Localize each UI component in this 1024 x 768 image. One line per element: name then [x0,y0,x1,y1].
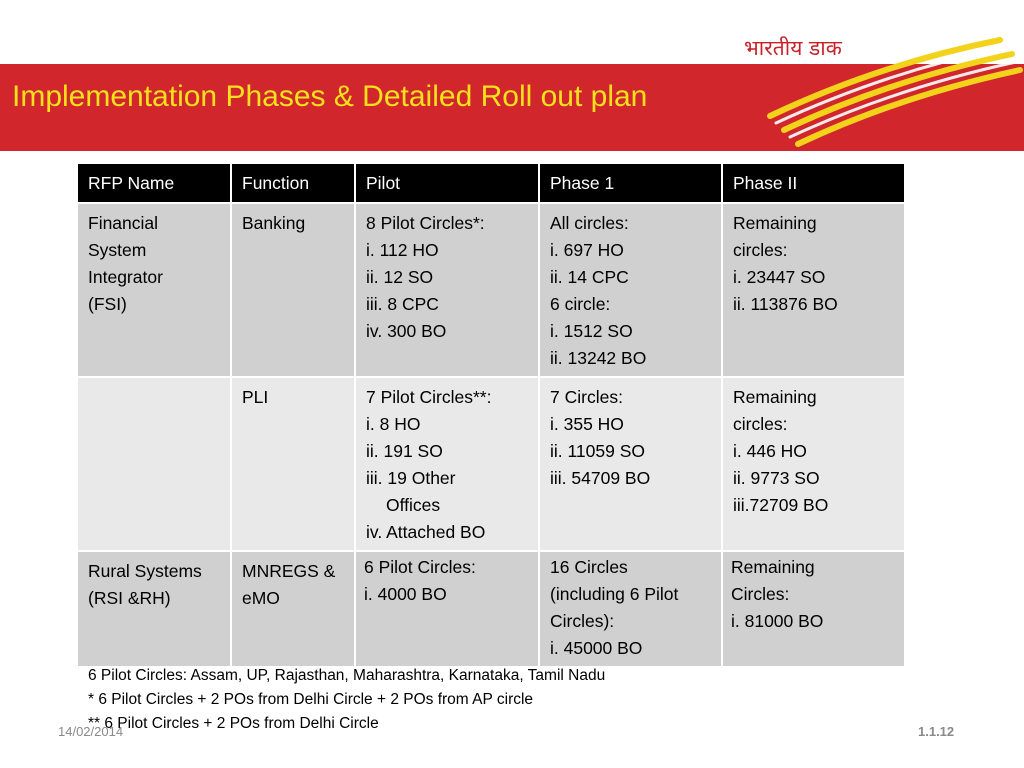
cell-line: iii. 54709 BO [550,468,651,488]
cell-line: Offices [386,495,441,515]
footer-date: 14/02/2014 [58,724,124,739]
slide-title: Implementation Phases & Detailed Roll out plan [12,80,648,113]
cell-line: ii. 11059 SO [550,441,646,461]
footnote-single-star: * 6 Pilot Circles + 2 POs from Delhi Circle + 2 POs from AP circle [88,691,534,708]
col-phase-2: Phase II [722,163,905,203]
cell-line: circles: [733,240,788,260]
cell-line: i. 355 HO [550,414,624,434]
cell-line: iv. Attached BO [366,522,486,542]
footnote-double-star: ** 6 Pilot Circles + 2 POs from Delhi Circle [88,715,379,732]
cell-line: Banking [242,213,306,233]
col-rfp-name: RFP Name [77,163,231,203]
cell-pilot [355,551,539,667]
cell-line: PLI [242,387,269,407]
cell-line: i. 81000 BO [731,611,824,631]
cell-line: eMO [242,588,280,608]
cell-line: Circles: [731,584,790,604]
cell-line: System [88,240,147,260]
cell-pilot [355,203,539,377]
cell-line: i. 8 HO [366,414,421,434]
cell-line: Financial [88,213,159,233]
cell-phase-1 [539,551,722,667]
cell-line: i. 1512 SO [550,321,633,341]
cell-line: 7 Circles: [550,387,623,407]
cell-line: i. 23447 SO [733,267,826,287]
cell-phase-2 [722,551,905,667]
cell-line: i. 446 HO [733,441,807,461]
cell-line: ii. 14 CPC [550,267,629,287]
cell-line: Remaining [731,557,815,577]
cell-line: iv. 300 BO [366,321,447,341]
cell-line: 7 Pilot Circles**: [366,387,492,407]
cell-line: 8 Pilot Circles*: [366,213,485,233]
cell-line: ii. 191 SO [366,441,443,461]
cell-line: Rural Systems [88,561,202,581]
cell-line: ii. 113876 BO [733,294,838,314]
cell-phase-1 [539,377,722,551]
cell-function [231,377,355,551]
cell-line: 16 Circles [550,557,628,577]
cell-line: i. 112 HO [366,240,439,260]
cell-phase-2 [722,203,905,377]
cell-line: Remaining [733,387,817,407]
cell-line: (including 6 Pilot [550,584,679,604]
col-pilot: Pilot [355,163,539,203]
cell-phase-2 [722,377,905,551]
cell-line: iii.72709 BO [733,495,829,515]
cell-phase-1 [539,203,722,377]
cell-line: MNREGS & [242,561,336,581]
footnote-pilot-circles: 6 Pilot Circles: Assam, UP, Rajasthan, Maharashtra, Karnataka, Tamil Nadu [88,667,606,684]
col-phase-1: Phase 1 [539,163,722,203]
cell-line: i. 4000 BO [364,584,447,604]
cell-line: (FSI) [88,294,127,314]
cell-function [231,203,355,377]
cell-line: circles: [733,414,788,434]
slide-number: 1.1.12 [918,724,955,739]
cell-rfp [77,551,231,667]
rollout-table [76,162,906,668]
table-header-row [77,163,905,203]
logo-text: भारतीय डाक [744,36,842,60]
table-row [77,377,905,551]
footnotes [88,664,605,736]
cell-line: Integrator [88,267,163,287]
cell-line: Circles): [550,611,615,631]
cell-line: All circles: [550,213,629,233]
col-function: Function [231,163,355,203]
cell-line: iii. 8 CPC [366,294,439,314]
cell-line: iii. 19 Other [366,468,456,488]
table-row [77,551,905,667]
cell-line: 6 circle: [550,294,611,314]
cell-line: (RSI &RH) [88,588,171,608]
cell-pilot [355,377,539,551]
cell-function [231,551,355,667]
cell-line: ii. 12 SO [366,267,434,287]
table-row [77,203,905,377]
cell-line: i. 697 HO [550,240,624,260]
cell-line: ii. 13242 BO [550,348,647,368]
cell-line: i. 45000 BO [550,638,643,658]
cell-line: Remaining [733,213,817,233]
cell-rfp [77,377,231,551]
cell-rfp [77,203,231,377]
cell-line: 6 Pilot Circles: [364,557,476,577]
cell-line: ii. 9773 SO [733,468,820,488]
